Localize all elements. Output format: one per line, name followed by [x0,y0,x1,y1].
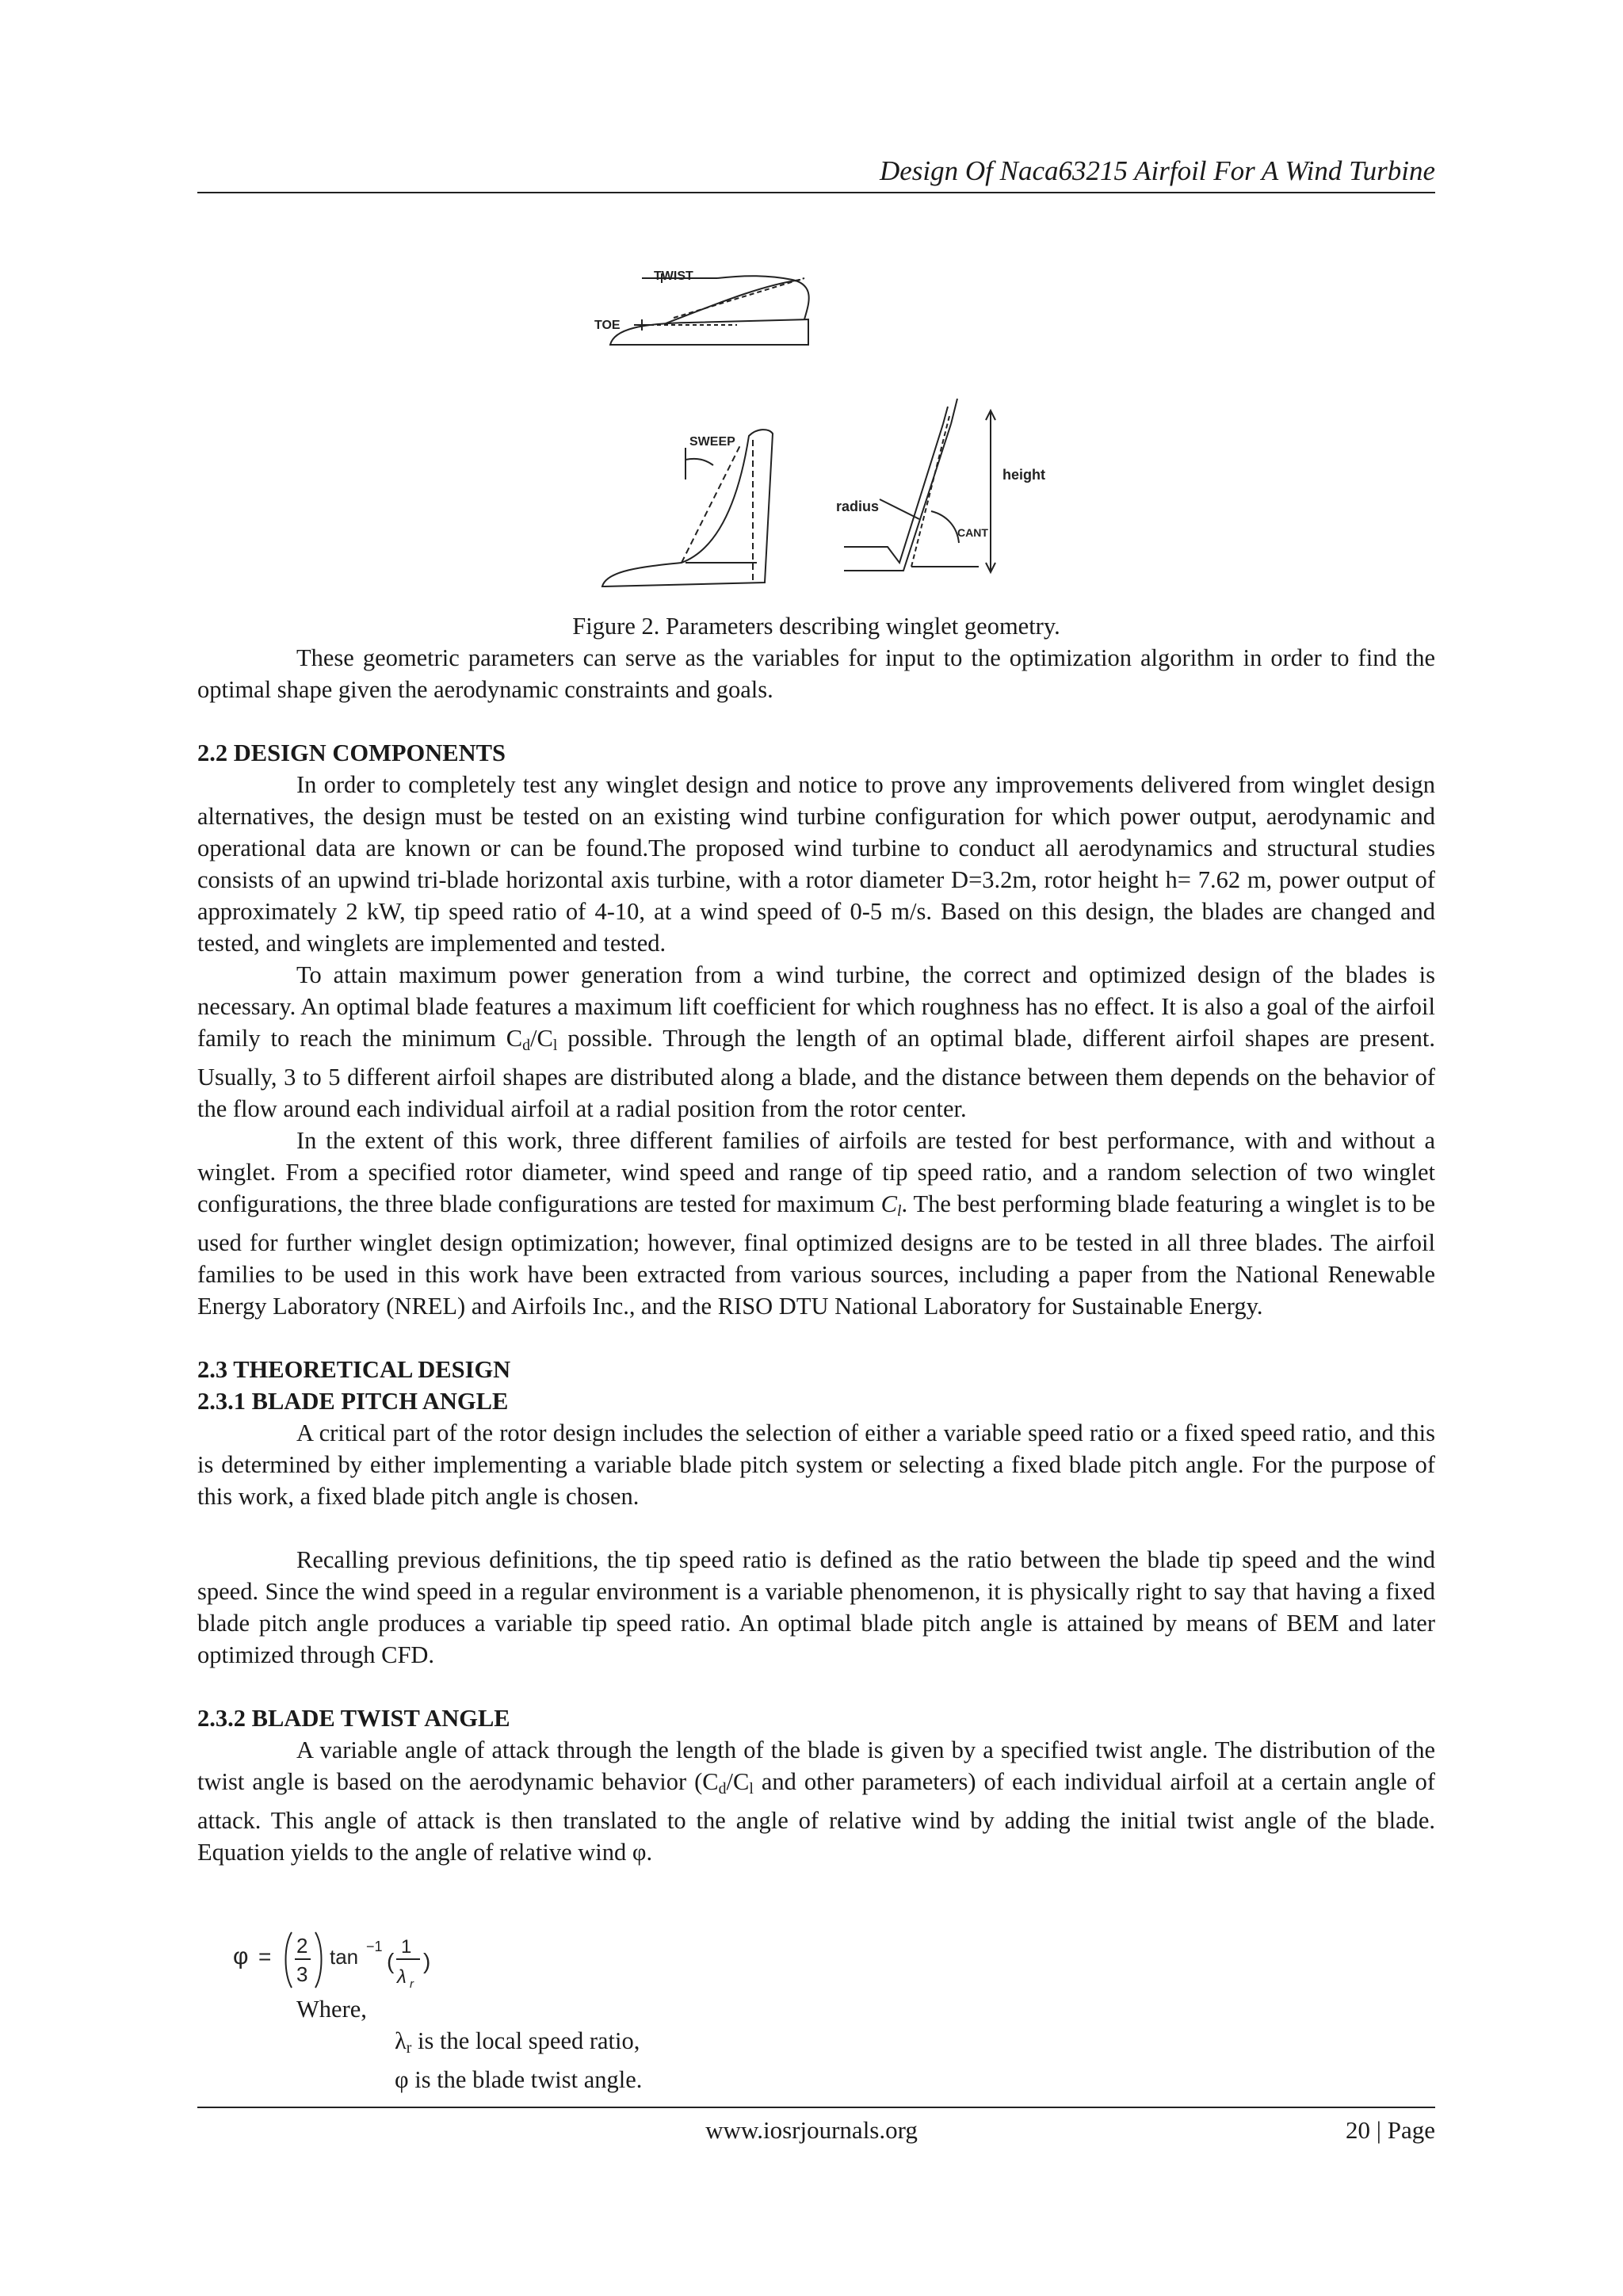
toe-label: TOE [594,319,621,332]
body-text [197,610,1435,1868]
equation-function: tan [330,1945,359,1969]
section-heading-2-2: 2.2 DESIGN COMPONENTS [197,739,506,766]
twist-toe-diagram [610,273,809,345]
twist-label: TWIST [654,269,693,283]
paragraph-blade-pitch-1: A critical part of the rotor design includes the selection of either a variable speed ratio or a fixed speed ratio, and this is determined by either implementing a variable blade pitch system or selecting a fixed blade pitch angle. For the purpose of this work, a fixed blade pitch angle is chosen. [197,1419,1435,1510]
sweep-label: SWEEP [689,435,735,449]
equation-equals: = [258,1944,272,1969]
radius-label: radius [836,499,880,514]
footer-page-number: 20 | Page [1346,2116,1435,2144]
paragraph-design-components-2: To attain maximum power generation from a wind turbine, the correct and optimized design of the blades is necessary. An optimal blade features a maximum lift coefficient for which roughness has no effect. It is also a goal of the airfoil family to reach the minimum $C_d/C_l$ possible. Through the length of an optimal blade, different airfoil shapes are present. Usually, 3 to 5 different airfoil shapes are distributed along a blade, and the distance between them depends on the behavior of the flow around each individual airfoil at a radial position from the rotor center. [197,961,1435,1122]
equation-superscript: −1 [366,1939,383,1954]
footer-rule [197,2107,1435,2108]
section-heading-2-3-1: 2.3.1 BLADE PITCH ANGLE [197,1387,509,1415]
paragraph-after-figure: These geometric parameters can serve as the variables for input to the optimization algorithm in order to find the optimal shape given the aerodynamic constraints and goals. [197,644,1435,703]
equation-lhs: φ [233,1943,249,1969]
running-header-title: Design Of Naca63215 Airfoil For A Wind Turbine [879,155,1435,186]
paragraph-design-components-3: In the extent of this work, three different families of airfoils are tested for best performance, with and without a winglet. From a specified rotor diameter, wind speed and range of tip speed ratio, and a random selection of two winglet configurations, the three blade configurations are tested for maximum $C_l$. The best performing blade featuring a winglet is to be used for further winglet design optimization; however, final optimized designs are to be tested in all three blades. The airfoil families to be used in this work have been extracted from various sources, including a paper from the National Renewable Energy Laboratory (NREL) and Airfoils Inc., and the RISO DTU National Laboratory for Sustainable Energy. [197,1126,1435,1320]
cant-diagram [844,399,995,572]
paragraph-blade-pitch-2: Recalling previous definitions, the tip speed ratio is defined as the ratio between the blade tip speed and the wind speed. Since the wind speed in a regular environment is a variable phenomenon, it is physically right to say that having a fixed blade pitch angle produces a variable tip speed ratio. An optimal blade pitch angle is attained by means of BEM and later optimized through CFD. [197,1545,1435,1668]
svg-text:): ) [423,1949,431,1973]
equation-denominator-2-sub: r [410,1977,414,1991]
paragraph-blade-twist-1: A variable angle of attack through the length of the blade is given by a specified twist angle. The distribution of the twist angle is based on the aerodynamic behavior ($C_d/C_l$ and other parameters) of each individual airfoil at a certain angle of attack. This angle of attack is then translated to the angle of relative wind by adding the initial twist angle of the blade. Equation yields to the angle of relative wind φ. [197,1736,1435,1866]
section-heading-2-3-2: 2.3.2 BLADE TWIST ANGLE [197,1704,510,1732]
section-heading-2-3: 2.3 THEORETICAL DESIGN [197,1355,511,1383]
header-rule [197,192,1435,193]
equation-denominator-2: λ [397,1966,407,1988]
phi-definition: φ is the blade twist angle. [395,2065,643,2093]
variable-definitions [395,2025,642,2095]
lambda-definition: $\lambda_r$ is the local speed ratio, [395,2027,640,2057]
where-label: Where, [296,1996,367,2023]
cant-label: CANT [957,526,988,539]
sweep-diagram [602,430,773,586]
height-label: height [1002,467,1045,483]
twist-angle-equation [228,1918,482,1997]
equation-numerator-2: 1 [401,1936,412,1958]
equation-denominator: 3 [296,1962,308,1986]
footer-url: www.iosrjournals.org [705,2116,918,2144]
svg-text:(: ( [387,1949,395,1973]
winglet-geometry-figure [579,250,1133,598]
paragraph-design-components-1: In order to completely test any winglet design and notice to prove any improvements delivered from winglet design alternatives, the design must be tested on an existing wind turbine configuration for which power output, aerodynamic and operational data are known or can be found.The proposed wind turbine to conduct all aerodynamics and structural studies consists of an upwind tri-blade horizontal axis turbine, with a rotor diameter D=3.2m, rotor height h= 7.62 m, power output of approximately 2 kW, tip speed ratio of 4-10, at a wind speed of 0-5 m/s. Based on this design, the blades are changed and tested, and winglets are implemented and tested. [197,771,1435,957]
equation-numerator: 2 [296,1934,308,1958]
figure-caption: Figure 2. Parameters describing winglet geometry. [572,613,1060,640]
